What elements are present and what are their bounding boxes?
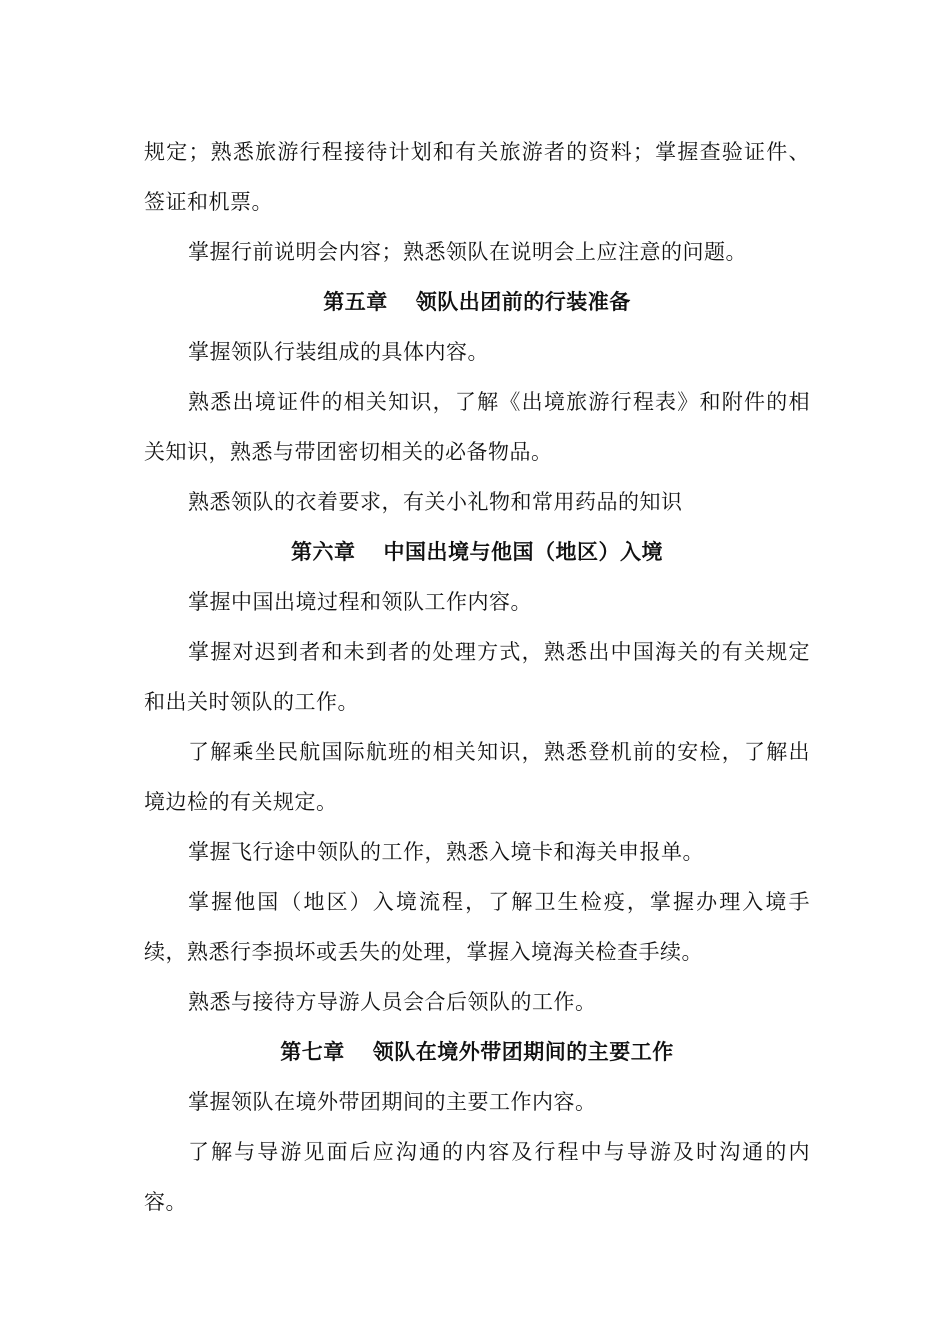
chapter-5-title: 领队出团前的行装准备 — [415, 289, 631, 314]
chapter-5-paragraph: 熟悉出境证件的相关知识，了解《出境旅游行程表》和附件的相关知识，熟悉与带团密切相关的必备物品。 — [144, 390, 810, 464]
chapter-6-paragraph: 熟悉与接待方导游人员会合后领队的工作。 — [188, 990, 597, 1014]
chapter-6-paragraph: 掌握他国（地区）入境流程，了解卫生检疫，掌握办理入境手续，熟悉行李损坏或丢失的处理，掌握入境海关检查手续。 — [144, 890, 810, 964]
document-body — [144, 127, 810, 1227]
chapter-7-title: 领队在境外带团期间的主要工作 — [372, 1039, 674, 1064]
chapter-5-number: 第五章 — [323, 289, 388, 314]
chapter-5-paragraph: 掌握领队行装组成的具体内容。 — [188, 340, 489, 364]
chapter-6-paragraph: 掌握对迟到者和未到者的处理方式，熟悉出中国海关的有关规定和出关时领队的工作。 — [144, 640, 810, 714]
paragraph-continued: 规定；熟悉旅游行程接待计划和有关旅游者的资料；掌握查验证件、签证和机票。 — [144, 140, 810, 214]
chapter-5-heading — [144, 277, 810, 327]
chapter-7-heading — [144, 1027, 810, 1077]
chapter-7-number: 第七章 — [280, 1039, 345, 1064]
paragraph-briefing: 掌握行前说明会内容；熟悉领队在说明会上应注意的问题。 — [188, 240, 747, 264]
chapter-6-paragraph: 掌握飞行途中领队的工作，熟悉入境卡和海关申报单。 — [188, 840, 704, 864]
chapter-5-paragraph: 熟悉领队的衣着要求，有关小礼物和常用药品的知识 — [188, 490, 683, 514]
chapter-6-number: 第六章 — [291, 539, 356, 564]
chapter-7-paragraph: 了解与导游见面后应沟通的内容及行程中与导游及时沟通的内容。 — [144, 1140, 810, 1214]
chapter-6-paragraph: 了解乘坐民航国际航班的相关知识，熟悉登机前的安检，了解出境边检的有关规定。 — [144, 740, 810, 814]
chapter-6-title: 中国出境与他国（地区）入境 — [383, 539, 663, 564]
chapter-7-paragraph: 掌握领队在境外带团期间的主要工作内容。 — [188, 1090, 597, 1114]
chapter-6-heading — [144, 527, 810, 577]
chapter-6-paragraph: 掌握中国出境过程和领队工作内容。 — [188, 590, 532, 614]
